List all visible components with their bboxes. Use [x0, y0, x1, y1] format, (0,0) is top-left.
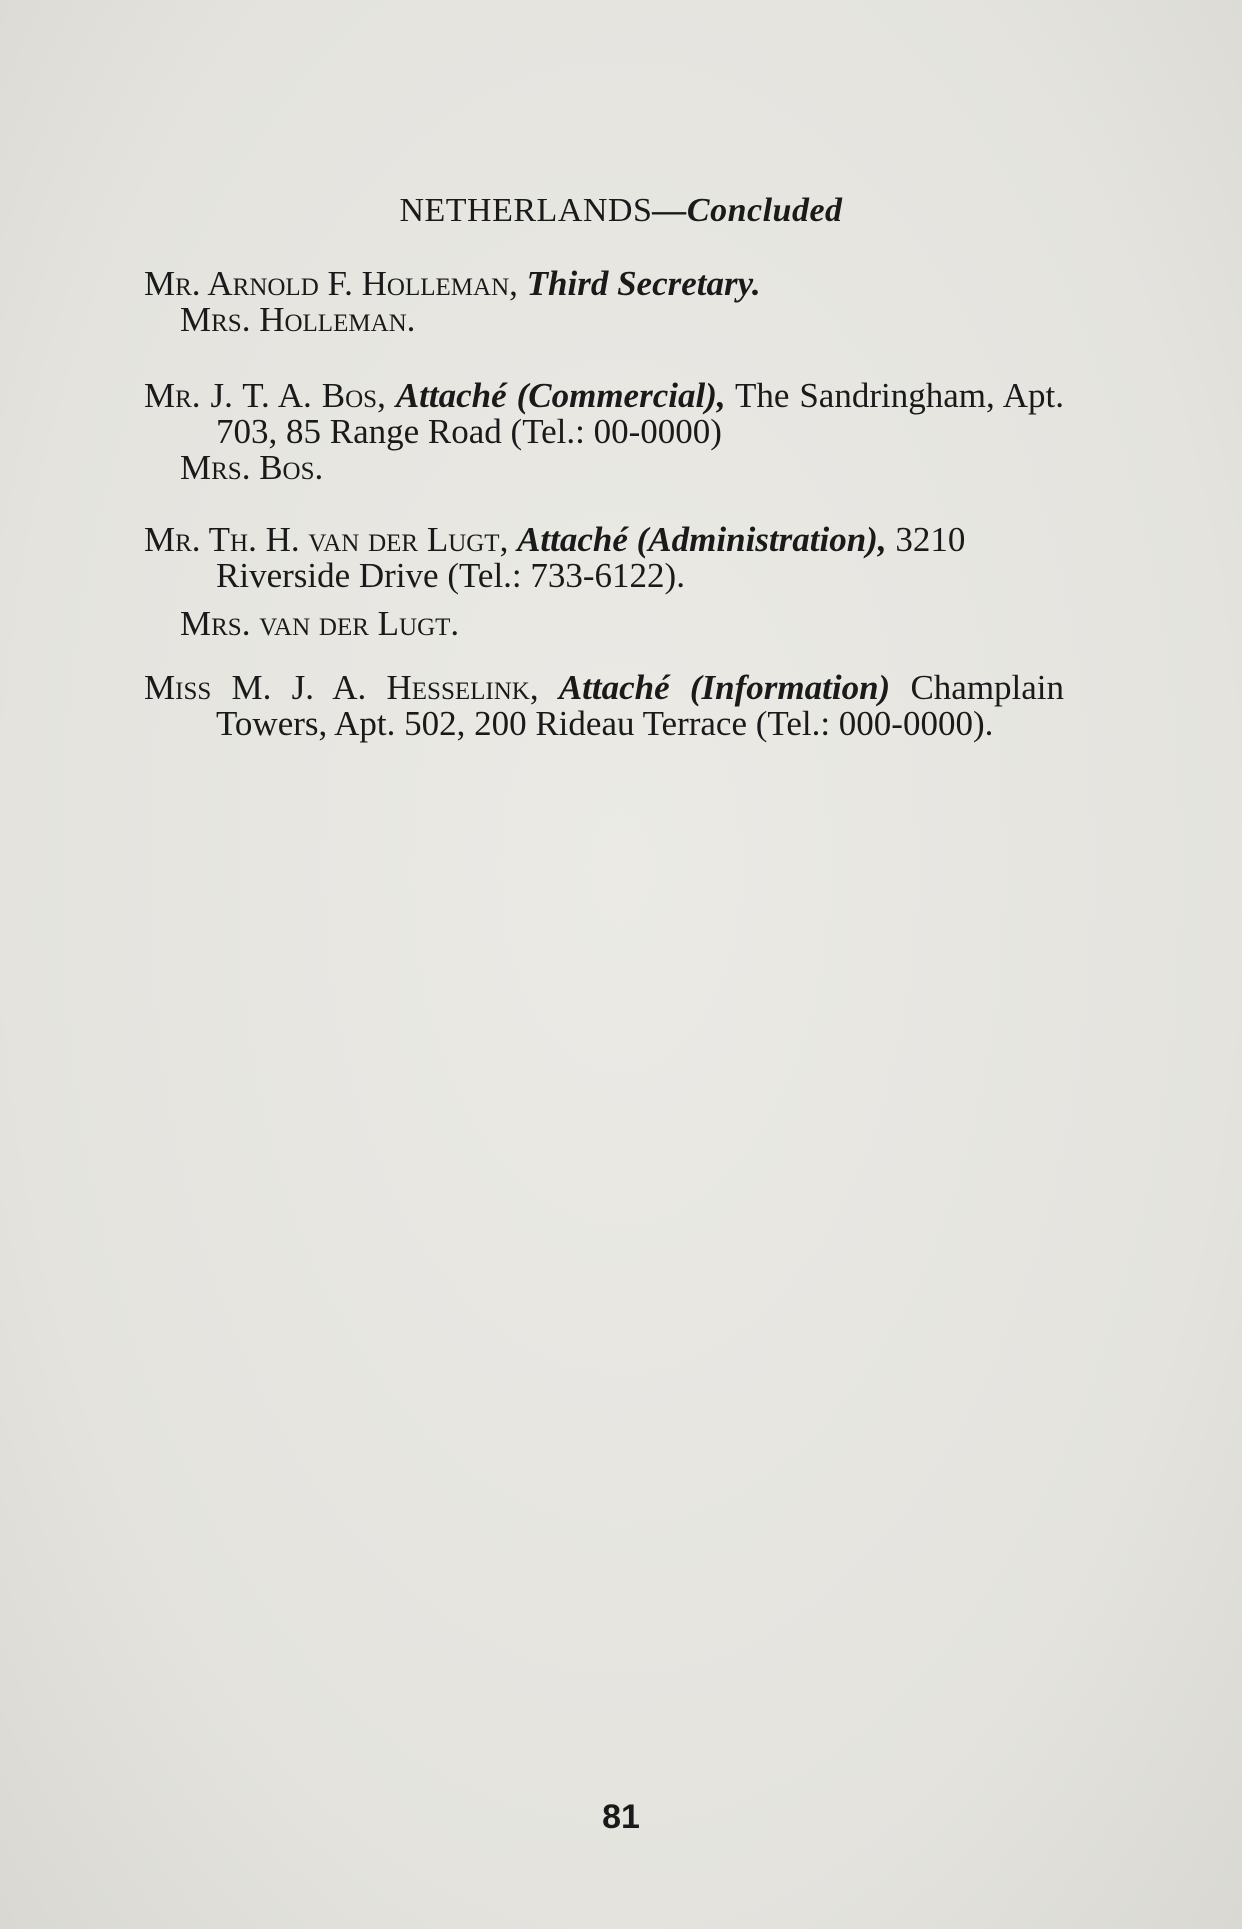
page-heading	[0, 192, 1242, 230]
entry-name: Miss M. J. A. Hesselink,	[144, 668, 539, 707]
entry-spouse: Mrs. van der Lugt.	[180, 604, 460, 643]
entry-title: Attaché (Information)	[558, 668, 891, 707]
entry-title: Attaché (Commercial),	[395, 376, 726, 415]
entry-address: The Sandringham, Apt. 703, 85 Range Road (Tel.: 00-0000)	[216, 376, 1065, 451]
entry-name: Mr. Th. H. van der Lugt,	[144, 520, 509, 559]
page-number: 81	[602, 1798, 640, 1836]
entry-van-der-lugt	[144, 522, 1064, 642]
entry-name: Mr. Arnold F. Holleman,	[144, 264, 518, 303]
heading-country: NETHERLANDS	[399, 192, 653, 229]
entry-bos	[144, 378, 1064, 486]
entry-address: Champlain Towers, Apt. 502, 200 Rideau Terrace (Tel.: 000-0000).	[216, 668, 1065, 743]
entry-spouse: Mrs. Holleman.	[180, 300, 416, 339]
entry-title: Attaché (Administration),	[517, 520, 887, 559]
entry-spouse: Mrs. Bos.	[180, 448, 324, 487]
entry-title: Third Secretary.	[526, 264, 761, 303]
entry-holleman	[144, 266, 1064, 338]
entry-name: Mr. J. T. A. Bos,	[144, 376, 386, 415]
heading-continued: —Concluded	[652, 192, 843, 229]
entry-hesselink	[144, 670, 1064, 742]
entry-address: 3210 Riverside Drive (Tel.: 733-6122).	[216, 520, 966, 595]
